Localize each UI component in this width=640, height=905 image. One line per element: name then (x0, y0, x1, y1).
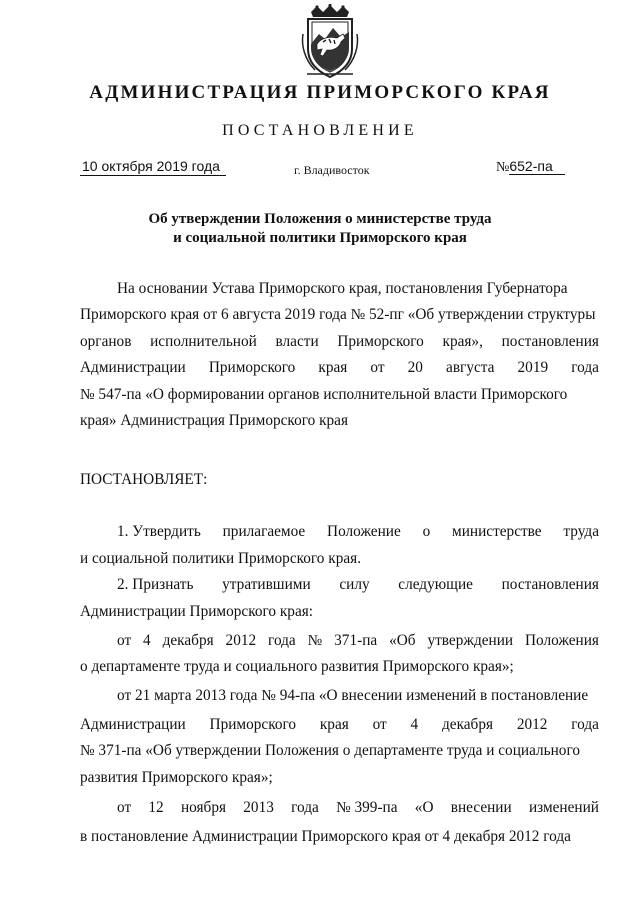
item-line: Администрации Приморского края: (80, 603, 314, 620)
item-line: и социальной политики Приморского края. (80, 550, 362, 567)
word: 2. Признать (117, 576, 194, 593)
word: года (268, 632, 296, 649)
word: Администрации (80, 716, 186, 733)
word: Приморского (209, 716, 297, 733)
word: власти (275, 333, 319, 350)
number-value: 652-па (509, 158, 565, 175)
document-city: г. Владивосток (294, 163, 370, 177)
word: края (319, 716, 349, 733)
word: края (318, 359, 348, 376)
word: от (117, 799, 132, 816)
word: органов (80, 333, 132, 350)
preamble-line: № 547-па «О формировании органов исполнительной власти Приморского (80, 386, 568, 403)
word: декабря (162, 632, 214, 649)
item-line (117, 576, 599, 594)
word: труда (563, 523, 599, 540)
word: Положение (327, 523, 401, 540)
word: Приморского (208, 359, 296, 376)
item-line (117, 799, 599, 817)
organization-title: АДМИНИСТРАЦИЯ ПРИМОРСКОГО КРАЯ (89, 82, 551, 103)
preamble-line: Приморского края от 6 августа 2019 года № 52-пг «Об утверждении структуры (80, 306, 596, 323)
word: от (117, 632, 132, 649)
document-subject (0, 210, 640, 248)
item-line (80, 716, 599, 734)
word: постановления (501, 333, 599, 350)
word: «О (414, 799, 434, 816)
item-line: № 371-па «Об утверждении Положения о департаменте труда и социального (80, 742, 580, 759)
subject-line: и социальной политики Приморского края (173, 230, 467, 246)
coat-of-arms-icon (299, 4, 361, 80)
word: 2013 (243, 799, 274, 816)
word: «Об (389, 632, 416, 649)
word: следующие (398, 576, 473, 593)
item-line: о департаменте труда и социального развития Приморского края»; (80, 658, 514, 675)
item-line: от 21 марта 2013 года № 94-па «О внесении изменений в постановление (117, 687, 589, 704)
document-number (496, 158, 565, 176)
item-line: в постановление Администрации Приморского края от 4 декабря 2012 года (80, 828, 571, 845)
word: года (571, 359, 599, 376)
word: года (291, 799, 319, 816)
word: 4 (143, 632, 151, 649)
word: ноября (180, 799, 227, 816)
document-type: ПОСТАНОВЛЕНИЕ (222, 122, 418, 139)
word: 2012 (516, 716, 548, 733)
word: прилагаемое (222, 523, 306, 540)
word: № 399-па (336, 799, 398, 816)
word: года (571, 716, 599, 733)
word: Администрации (80, 359, 186, 376)
number-sign: № (496, 160, 510, 175)
word: 20 (407, 359, 423, 376)
preamble-line: На основании Устава Приморского края, постановления Губернатора (117, 280, 568, 297)
document-date: 10 октября 2019 года (80, 158, 226, 176)
word: о (422, 523, 431, 540)
word: изменений (528, 799, 599, 816)
word: 12 (148, 799, 164, 816)
subject-line: Об утверждении Положения о министерстве труда (148, 211, 492, 227)
word: 1. Утвердить (117, 523, 201, 540)
word: 2019 (517, 359, 549, 376)
item-line (117, 632, 599, 650)
decree-word: ПОСТАНОВЛЯЕТ: (80, 471, 208, 488)
preamble-line (80, 359, 599, 377)
word: утверждении (427, 632, 514, 649)
item-line: развития Приморского края»; (80, 769, 273, 786)
word: августа (446, 359, 495, 376)
word: утратившими (222, 576, 311, 593)
word: исполнительной (150, 333, 257, 350)
word: 371-па (334, 632, 378, 649)
word: Приморского (337, 333, 424, 350)
item-line (117, 523, 599, 541)
word: от (372, 716, 387, 733)
word: 4 (410, 716, 419, 733)
word: 2012 (225, 632, 257, 649)
word: министерстве (452, 523, 542, 540)
word: внесении (450, 799, 512, 816)
word: силу (339, 576, 370, 593)
word: постановления (501, 576, 599, 593)
word: от (370, 359, 385, 376)
word: № (307, 632, 323, 649)
word: Положения (524, 632, 599, 649)
word: края», (442, 333, 483, 350)
word: декабря (442, 716, 494, 733)
preamble-line (80, 333, 599, 351)
preamble-line: края» Администрация Приморского края (80, 412, 349, 429)
